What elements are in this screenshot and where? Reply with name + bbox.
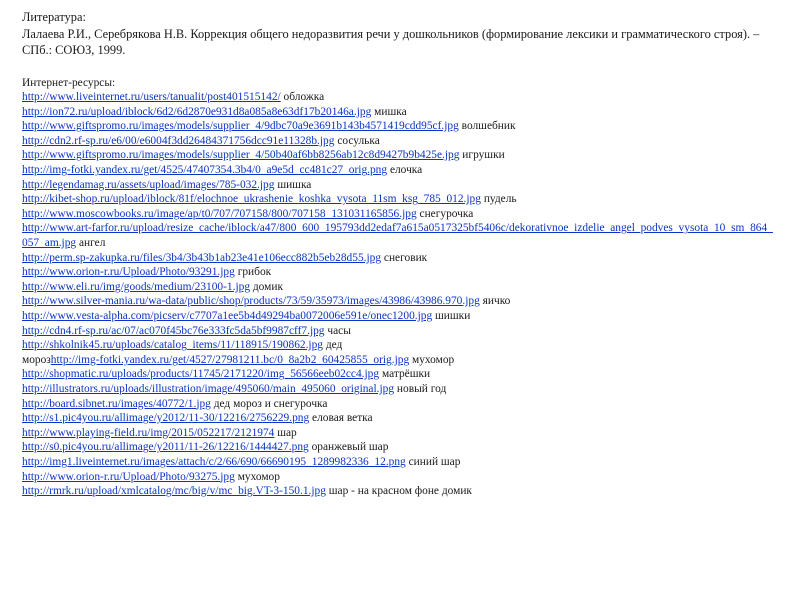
resource-row: [22, 207, 778, 222]
resource-row: [22, 90, 778, 105]
resource-row: [22, 397, 778, 412]
resource-label: елочка: [389, 164, 423, 177]
resource-label: шишка: [277, 178, 312, 191]
resource-label: мухомор: [412, 353, 455, 366]
resource-label: шар: [277, 426, 297, 439]
resource-link[interactable]: http://www.eli.ru/img/goods/medium/23100-1.jpg: [22, 280, 251, 293]
resource-row: [22, 105, 778, 120]
resource-row: [22, 192, 778, 207]
resource-link[interactable]: http://img-fotki.yandex.ru/get/4527/27981211.bc/0_8a2b2_60425855_orig.jpg: [50, 353, 410, 366]
resource-prefix: мороз: [22, 353, 51, 366]
resource-link[interactable]: http://cdn4.rf-sp.ru/ac/07/ac070f45bc76e333fc5da5bf9987cff7.jpg: [22, 324, 325, 337]
resource-label: пудель: [483, 193, 517, 206]
resource-label: дед: [325, 339, 343, 352]
resource-list: [22, 90, 778, 499]
resource-row: [22, 324, 778, 339]
resource-label: новый год: [396, 382, 447, 395]
resource-label: шар - на красном фоне домик: [328, 485, 472, 498]
resource-link[interactable]: http://www.liveinternet.ru/users/tanualit/post401515142/: [22, 91, 281, 104]
resource-link[interactable]: http://www.vesta-alpha.com/picserv/c7707a1ee5b4d49294ba0072006e591e/onec1200.jpg: [22, 310, 433, 322]
resource-link[interactable]: http://img1.liveinternet.ru/images/attach/c/2/66/690/66690195_1289982336_12.png: [22, 455, 406, 468]
resource-row: [22, 455, 778, 470]
resource-row: [22, 411, 778, 426]
resource-row: [22, 426, 778, 441]
resource-link[interactable]: http://www.giftspromo.ru/images/models/supplier_4/50b40af6bb8256ab12c8d9427b9b425e.jpg: [22, 149, 460, 162]
resource-row: [22, 382, 778, 397]
resource-row: [22, 353, 778, 368]
resource-row: [22, 221, 778, 250]
resource-label: еловая ветка: [312, 412, 373, 425]
resource-label: ангел: [78, 237, 106, 250]
resource-link[interactable]: http://www.orion-r.ru/Upload/Photo/93275.jpg: [22, 470, 235, 483]
literature-heading: Литература:: [22, 10, 86, 24]
resource-label: сосулька: [337, 134, 380, 147]
internet-resources-heading: Интернет-ресурсы:: [22, 76, 116, 89]
resource-label: грибок: [237, 266, 272, 279]
resource-link[interactable]: http://www.playing-field.ru/img/2015/052217/2121974: [22, 426, 275, 439]
resource-row: [22, 119, 778, 134]
resource-link[interactable]: http://www.silver-mania.ru/wa-data/public/shop/products/73/59/35973/images/43986/43986.970.jpg: [22, 295, 480, 308]
resource-label: обложка: [283, 91, 325, 104]
resource-label: часы: [327, 324, 351, 337]
resource-link[interactable]: http://illustrators.ru/uploads/illustration/image/495060/main_495060_original.jpg: [22, 382, 395, 395]
literature-reference: Лалаева Р.И., Серебрякова Н.В. Коррекция общего недоразвития речи у дошкольников (формирование лексики и грамматического строя). – СПб.: СОЮЗ, 1999.: [22, 26, 760, 57]
resource-row: [22, 134, 778, 149]
resource-label: оранжевый шар: [311, 441, 389, 454]
resource-row: [22, 265, 778, 280]
resource-label: домик: [252, 280, 283, 293]
resource-link[interactable]: http://www.orion-r.ru/Upload/Photo/93291.jpg: [22, 266, 235, 279]
resource-link[interactable]: http://rmrk.ru/upload/xmlcatalog/mc/big/v/mc_big.VT-3-150.1.jpg: [22, 485, 326, 498]
resource-link[interactable]: http://ion72.ru/upload/iblock/6d2/6d2870e931d8a085a8e63df17b20146a.jpg: [22, 105, 372, 118]
resource-link[interactable]: http://www.art-farfor.ru/upload/resize_cache/iblock/a47/800_600_195793dd2edaf7a615a0517325bf5406c/dekorativnoe_izdelie_angel_podves_vysota_10_sm_864_057_am.jpg: [22, 222, 773, 250]
resource-row: [22, 367, 778, 382]
resource-label: мухомор: [237, 470, 280, 483]
resource-row: [22, 470, 778, 485]
resource-row: [22, 251, 778, 266]
resource-label: игрушки: [462, 149, 505, 162]
resource-row: [22, 338, 778, 353]
resource-link[interactable]: http://board.sibnet.ru/images/40772/1.jpg: [22, 397, 211, 410]
resource-link[interactable]: http://s0.pic4you.ru/allimage/y2011/11-26/12216/1444427.png: [22, 441, 309, 454]
resource-link[interactable]: http://perm.sp-zakupka.ru/files/3b4/3b43b1ab23e41e106ecc882b5eb28d55.jpg: [22, 251, 382, 264]
resource-link[interactable]: http://img-fotki.yandex.ru/get/4525/47407354.3b4/0_a9e5d_cc481c27_orig.png: [22, 164, 388, 177]
resource-label: матрёшки: [381, 368, 431, 381]
resource-row: [22, 309, 778, 324]
internet-resources-section: [22, 76, 778, 499]
resource-label: снегурочка: [419, 207, 474, 220]
resource-row: [22, 148, 778, 163]
resource-label: волшебник: [461, 120, 516, 133]
resource-link[interactable]: http://shopmatic.ru/uploads/products/11745/2171220/img_56566eeb02cc4.jpg: [22, 368, 380, 381]
resource-row: [22, 294, 778, 309]
resource-label: дед мороз и снегурочка: [213, 397, 328, 410]
resource-label: синий шар: [408, 455, 461, 468]
literature-section: [22, 9, 778, 59]
resource-row: [22, 178, 778, 193]
resource-row: [22, 163, 778, 178]
resource-link[interactable]: http://www.moscowbooks.ru/image/ap/t0/707/707158/800/707158_131031165856.jpg: [22, 207, 417, 220]
resource-row: [22, 280, 778, 295]
resource-label: яичко: [482, 295, 511, 308]
resource-row: [22, 440, 778, 455]
resource-label: снеговик: [383, 251, 428, 264]
resource-link[interactable]: http://legendamag.ru/assets/upload/images/785-032.jpg: [22, 178, 275, 191]
resource-label: мишка: [374, 105, 407, 118]
resource-link[interactable]: http://www.giftspromo.ru/images/models/supplier_4/9dbc70a9e3691b143b4571419cdd95cf.jpg: [22, 120, 459, 133]
resource-row: [22, 484, 778, 499]
resource-link[interactable]: http://shkolnik45.ru/uploads/catalog_items/11/118915/190862.jpg: [22, 339, 323, 352]
resource-link[interactable]: http://cdn2.rf-sp.ru/e6/00/e6004f3dd26484371756dcc91e11328b.jpg: [22, 134, 335, 147]
resource-link[interactable]: http://kibet-shop.ru/upload/iblock/81f/elochnoe_ukrashenie_koshka_vysota_11sm_ksg_785_012.jpg: [22, 193, 481, 206]
resource-label: шишки: [435, 310, 471, 322]
resource-link[interactable]: http://s1.pic4you.ru/allimage/y2012/11-30/12216/2756229.png: [22, 412, 310, 425]
